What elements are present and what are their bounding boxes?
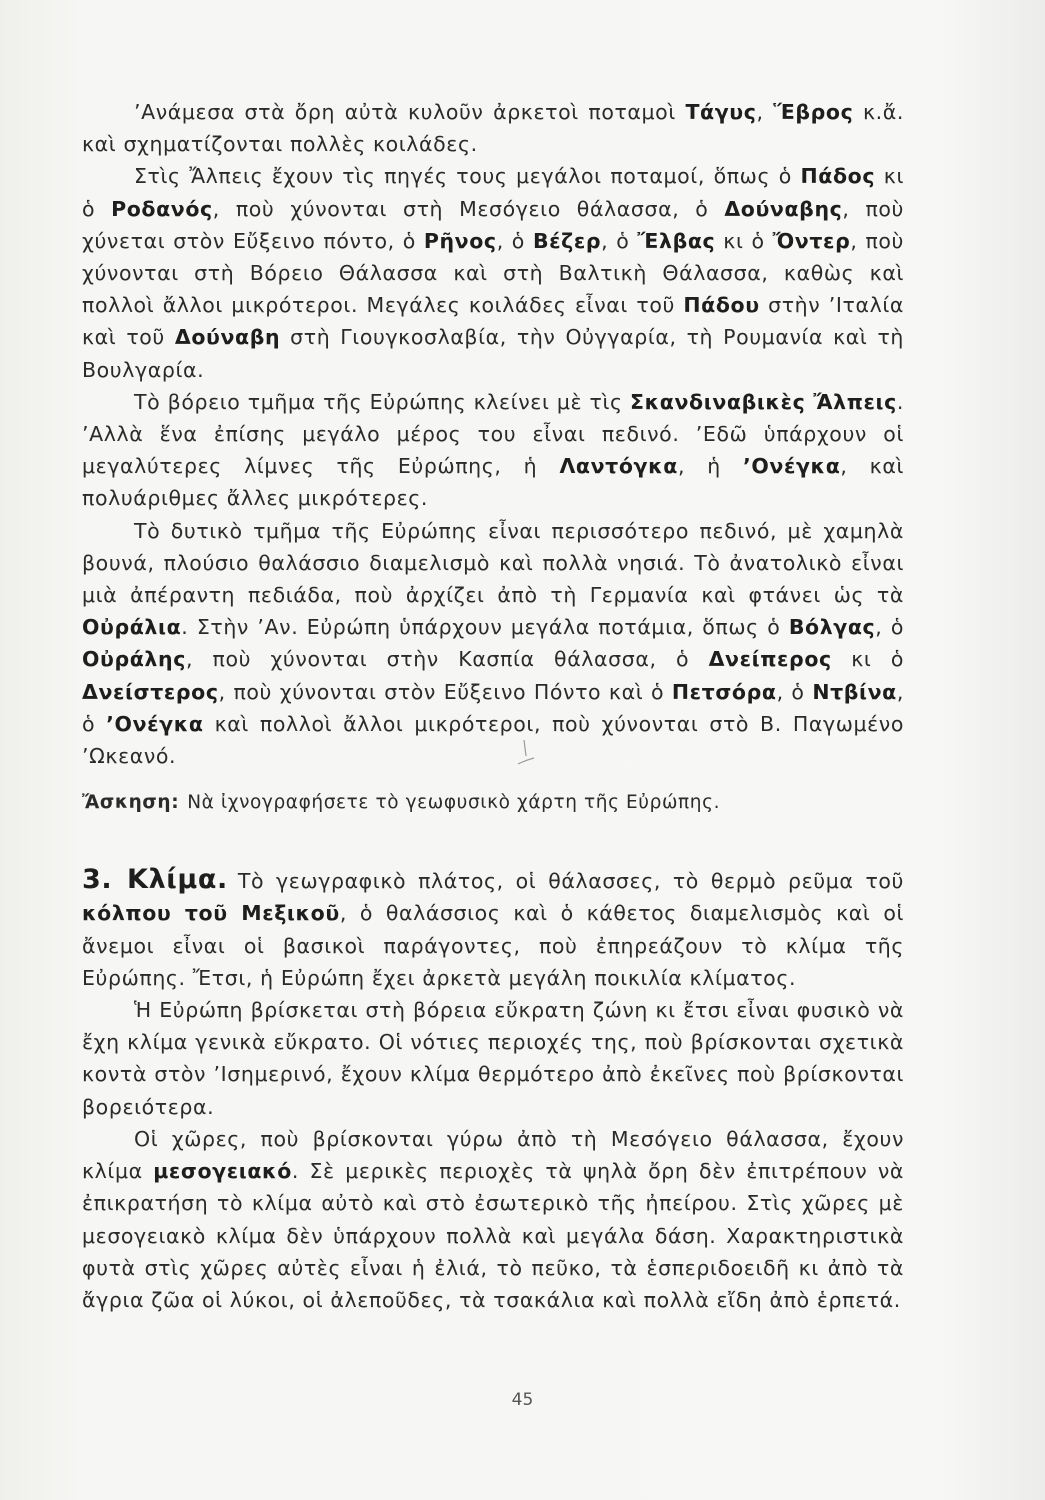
bold-term: ’Ονέγκα (106, 711, 204, 736)
text-run: Ἡ Εὐρώπη βρίσκεται στὴ βόρεια εὔκρατη ζώνη κι ἔτσι εἶναι φυσικὸ νὰ ἔχη κλίμα γενικὰ εὔκρατο. Οἱ νότιες περιοχές της, ποὺ βρίσκονται σχετικὰ κοντὰ στὸν ’Ισημερινό, ἔχουν κλίμα θερμότερο ἀπὸ ἐκεῖνες ποὺ βρίσκονται βορειότερα. (82, 998, 904, 1119)
exercise-line (82, 788, 904, 818)
text-run: Τὸ δυτικὸ τμῆμα τῆς Εὐρώπης εἶναι περισσότερο πεδινό, μὲ χαμηλὰ βουνά, πλούσιο θαλάσσιο διαμελισμὸ καὶ πολλὰ νησιά. Τὸ ἀνατολικὸ εἶναι μιὰ ἀπέραντη πεδιάδα, ποὺ ἀρχίζει ἀπὸ τὴ Γερμανία καὶ φτάνει ὡς τὰ (82, 518, 904, 608)
text-run: κι ὁ (82, 164, 904, 221)
bold-term: Πάδος (800, 164, 876, 189)
text-run: Οἱ χῶρες, ποὺ βρίσκονται γύρω ἀπὸ τὴ Μεσόγειο θάλασσα, ἔχουν κλίμα (82, 1126, 904, 1184)
text-run: , ὁ (601, 228, 638, 253)
bold-term: Λαντόγκα (559, 454, 678, 479)
exercise-label: Ἄσκηση: (82, 792, 180, 814)
section-title: 3. Κλίμα. (82, 864, 228, 896)
text-run: Τὸ βόρειο τμῆμα τῆς Εὐρώπης κλείνει μὲ τὶς (134, 389, 631, 414)
text-run: , ὁ (82, 679, 904, 736)
bold-term: Δνείπερος (708, 647, 832, 672)
bold-term: Δούναβης (724, 196, 843, 221)
text-run: , (756, 100, 774, 124)
paragraph (82, 160, 904, 385)
section-body (82, 864, 904, 1316)
text-run: κ.ἄ. καὶ σχηματίζονται πολλὲς κοιλάδες. (82, 100, 904, 157)
text-run: , ποὺ χύνονται στὴ Βόρειο Θάλασσα καὶ στὴ Βαλτικὴ Θάλασσα, καθὼς καὶ πολλοὶ ἄλλοι μικρότεροι. Μεγάλες κοιλάδες εἶναι τοῦ (82, 228, 904, 318)
bold-term: Πετσόρα (671, 679, 777, 704)
text-run: . ’Αλλὰ ἕνα ἐπίσης μεγάλο μέρος του εἶναι πεδινό. ’Εδῶ ὑπάρχουν οἱ μεγαλύτερες λίμνες τῆς Εὐρώπης, ἡ (82, 389, 904, 479)
text-run: κι ὁ (715, 228, 773, 253)
text-run: , καὶ πολυάριθμες ἄλλες μικρότερες. (82, 454, 904, 511)
paragraph (82, 515, 904, 773)
pencil-mark-icon (510, 738, 540, 768)
body-text-top (82, 96, 904, 772)
text-run: , ὁ (875, 615, 905, 640)
text-run: , ἡ (677, 454, 743, 479)
bold-term: Σκανδιναβικὲς Ἄλπεις (630, 389, 897, 414)
text-run: , ὁ θαλάσσιος καὶ ὁ κάθετος διαμελισμὸς καὶ οἱ ἄνεμοι εἶναι οἱ βασικοὶ παράγοντες, ποὺ ἐπηρεάζουν τὸ κλίμα τῆς Εὐρώπης. Ἔτσι, ἡ Εὐρώπη ἔχει ἀρκετὰ μεγάλη ποικιλία κλίματος. (82, 901, 905, 990)
page-text (82, 96, 904, 1316)
text-run: κι ὁ (831, 647, 904, 672)
text-run: , ὁ (776, 679, 813, 704)
text-run: , ποὺ χύνονται στὴν Κασπία θάλασσα, ὁ (185, 647, 709, 672)
text-run: ’Ανάμεσα στὰ ὄρη αὐτὰ κυλοῦν ἀρκετοὶ ποταμοὶ (134, 100, 686, 124)
text-run: Τὸ γεωγραφικὸ πλάτος, οἱ θάλασσες, τὸ θερμὸ ρεῦμα τοῦ (237, 869, 904, 894)
text-run: , ποὺ χύνεται στὸν Εὔξεινο πόντο, ὁ (82, 196, 905, 253)
text-run: , ποὺ χύνονται στὴ Μεσόγειο θάλασσα, ὁ (212, 196, 725, 221)
bold-term: Ἔλβας (637, 228, 716, 253)
text-run: στὴν ’Ιταλία καὶ τοῦ (82, 293, 904, 350)
text-run: στὴ Γιουγκοσλαβία, τὴν Οὐγγαρία, τὴ Ρουμανία καὶ τὴ Βουλγαρία. (82, 325, 904, 382)
bold-term: ’Ονέγκα (742, 454, 841, 479)
bold-term: Δούναβη (174, 325, 281, 350)
bold-term: μεσογειακό (153, 1159, 292, 1184)
bold-term: Πάδου (683, 293, 760, 318)
bold-term: Βόλγας (788, 615, 876, 640)
paragraph (82, 994, 904, 1123)
section-climate (82, 864, 904, 1316)
text-run: . Στὴν ’Αν. Εὐρώπη ὑπάρχουν μεγάλα ποτάμια, ὅπως ὁ (181, 615, 789, 640)
bold-term: Ροδανός (111, 196, 213, 221)
page-number: 45 (511, 1390, 534, 1410)
text-run: καὶ πολλοὶ ἄλλοι μικρότεροι, ποὺ χύνονται στὸ Β. Παγωμένο ’Ωκεανό. (82, 711, 904, 769)
text-run: , ποὺ χύνονται στὸν Εὔξεινο Πόντο καὶ ὁ (218, 679, 672, 704)
paragraph (82, 864, 904, 994)
paragraph (82, 1123, 904, 1316)
text-run: . Σὲ μερικὲς περιοχὲς τὰ ψηλὰ ὄρη δὲν ἐπιτρέπουν νὰ ἐπικρατήση τὸ κλίμα αὐτὸ καὶ στὸ ἐσωτερικὸ τῆς ἠπείρου. Στὶς χῶρες μὲ μεσογειακὸ κλίμα δὲν ὑπάρχουν πολλὰ καὶ μεγάλα δάση. Χαρακτηριστικὰ φυτὰ στὶς χῶρες αὐτὲς εἶναι ἡ ἐλιά, τὸ πεῦκο, τὰ ἑσπεριδοειδῆ κι ἀπὸ τὰ ἄγρια ζῶα οἱ λύκοι, οἱ ἀλεποῦδες, τὰ τσακάλια καὶ πολλὰ εἴδη ἀπὸ ἑρπετά. (82, 1159, 905, 1312)
paragraph (82, 386, 904, 515)
bold-term: Τάγυς (685, 100, 757, 124)
bold-term: Βέζερ (532, 228, 602, 253)
text-run: , ὁ (496, 228, 533, 253)
bold-term: Ρῆνος (423, 228, 497, 253)
bold-term: Οὐράλια (82, 615, 182, 640)
text-run: Στὶς Ἄλπεις ἔχουν τὶς πηγές τους μεγάλοι ποταμοί, ὅπως ὁ (134, 164, 801, 189)
paragraph (82, 96, 904, 160)
bold-term: Ἕβρος (773, 100, 854, 124)
bold-term: κόλπου τοῦ Μεξικοῦ (82, 901, 340, 926)
bold-term: Ὄντερ (772, 228, 851, 253)
bold-term: Οὐράλης (82, 647, 186, 672)
bold-term: Ντβίνα (812, 679, 897, 704)
bold-term: Δνείστερος (82, 679, 219, 704)
exercise-text: Νὰ ἰχνογραφήσετε τὸ γεωφυσικὸ χάρτη τῆς Εὐρώπης. (187, 792, 721, 814)
